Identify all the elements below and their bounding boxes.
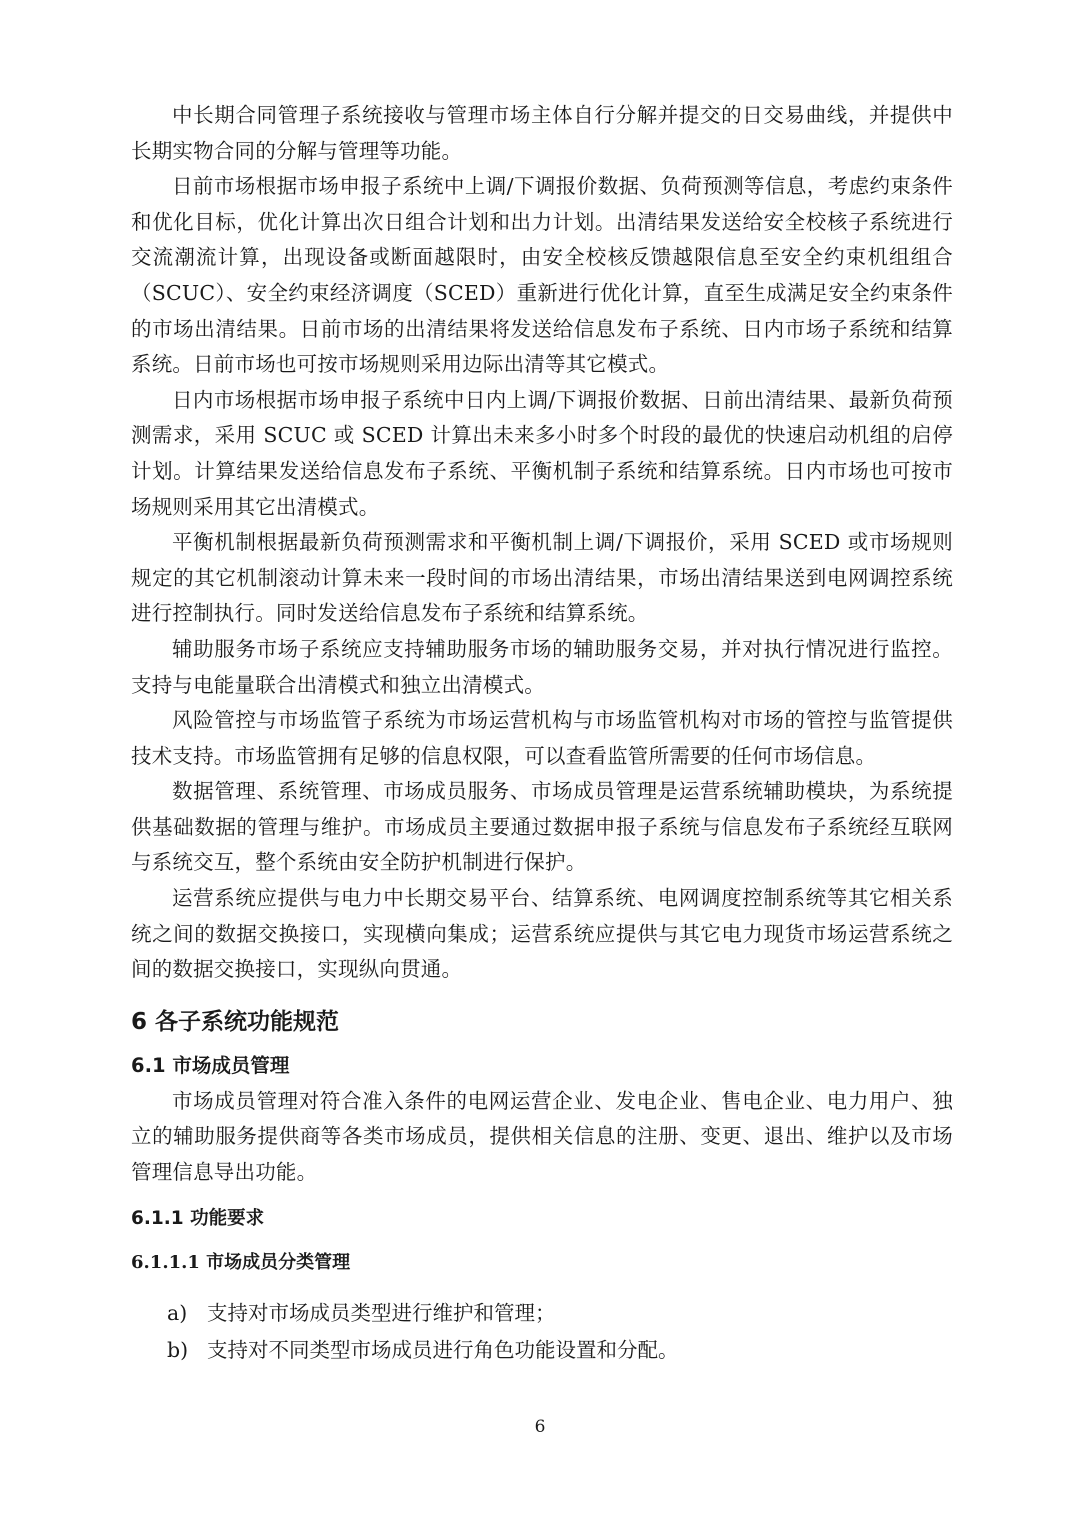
paragraph-member-management: 市场成员管理对符合准入条件的电网运营企业、发电企业、售电企业、电力用户、独立的辅助服务提供商等各类市场成员，提供相关信息的注册、变更、退出、维护以及市场管理信息导出功能。: [131, 1088, 953, 1185]
list-item: [167, 1332, 953, 1369]
paragraph-intraday-market: 日内市场根据市场申报子系统中日内上调/下调报价数据、日前出清结果、最新负荷预测需求，采用 SCUC 或 SCED 计算出未来多小时多个时段的最优的快速启动机组的启停计划。计算结果发送给信息发布子系统、平衡机制子系统和结算系统。日内市场也可按市场规则采用其它出清模式。: [131, 387, 953, 519]
section-heading-6: 6 各子系统功能规范: [131, 1008, 340, 1035]
page-content: [131, 98, 953, 1369]
paragraph-day-ahead-market: 日前市场根据市场申报子系统中上调/下调报价数据、负荷预测等信息，考虑约束条件和优化目标，优化计算出次日组合计划和出力计划。出清结果发送给安全校核子系统进行交流潮流计算，出现设备或断面越限时，由安全校核反馈越限信息至安全约束机组组合（SCUC）、安全约束经济调度（SCED）重新进行优化计算，直至生成满足安全约束条件的市场出清结果。日前市场的出清结果将发送给信息发布子系统、日内市场子系统和结算系统。日前市场也可按市场规则采用边际出清等其它模式。: [131, 174, 953, 377]
list-item-text: 支持对市场成员类型进行维护和管理；: [207, 1300, 556, 1325]
section-heading-6-1-1-1: 6.1.1.1 市场成员分类管理: [131, 1251, 351, 1273]
page-number: 6: [534, 1417, 546, 1437]
paragraph-data-management: 数据管理、系统管理、市场成员服务、市场成员管理是运营系统辅助模块，为系统提供基础数据的管理与维护。市场成员主要通过数据申报子系统与信息发布子系统经互联网与系统交互，整个系统由安全防护机制进行保护。: [131, 779, 953, 875]
paragraph-long-term-contract: 中长期合同管理子系统接收与管理市场主体自行分解并提交的日交易曲线，并提供中长期实物合同的分解与管理等功能。: [131, 103, 953, 163]
list-item-text: 支持对不同类型市场成员进行角色功能设置和分配。: [207, 1337, 679, 1362]
list-item: [167, 1295, 953, 1332]
section-heading-6-1-1: 6.1.1 功能要求: [131, 1207, 265, 1229]
paragraph-ancillary-service: 辅助服务市场子系统应支持辅助服务市场的辅助服务交易，并对执行情况进行监控。支持与电能量联合出清模式和独立出清模式。: [131, 636, 953, 697]
section-heading-6-1: 6.1 市场成员管理: [131, 1053, 290, 1077]
paragraph-balancing-mechanism: 平衡机制根据最新负荷预测需求和平衡机制上调/下调报价，采用 SCED 或市场规则规定的其它机制滚动计算未来一段时间的市场出清结果，市场出清结果送到电网调控系统进行控制执行。同时发送给信息发布子系统和结算系统。: [131, 530, 953, 626]
paragraph-interfaces: 运营系统应提供与电力中长期交易平台、结算系统、电网调度控制系统等其它相关系统之间的数据交换接口，实现横向集成；运营系统应提供与其它电力现货市场运营系统之间的数据交换接口，实现纵向贯通。: [131, 886, 953, 982]
paragraph-risk-supervision: 风险管控与市场监管子系统为市场运营机构与市场监管机构对市场的管控与监管提供技术支持。市场监管拥有足够的信息权限，可以查看监管所需要的任何市场信息。: [131, 708, 953, 768]
list-marker: a): [167, 1300, 188, 1325]
list-marker: b): [167, 1337, 189, 1362]
requirement-list: [131, 1295, 953, 1369]
